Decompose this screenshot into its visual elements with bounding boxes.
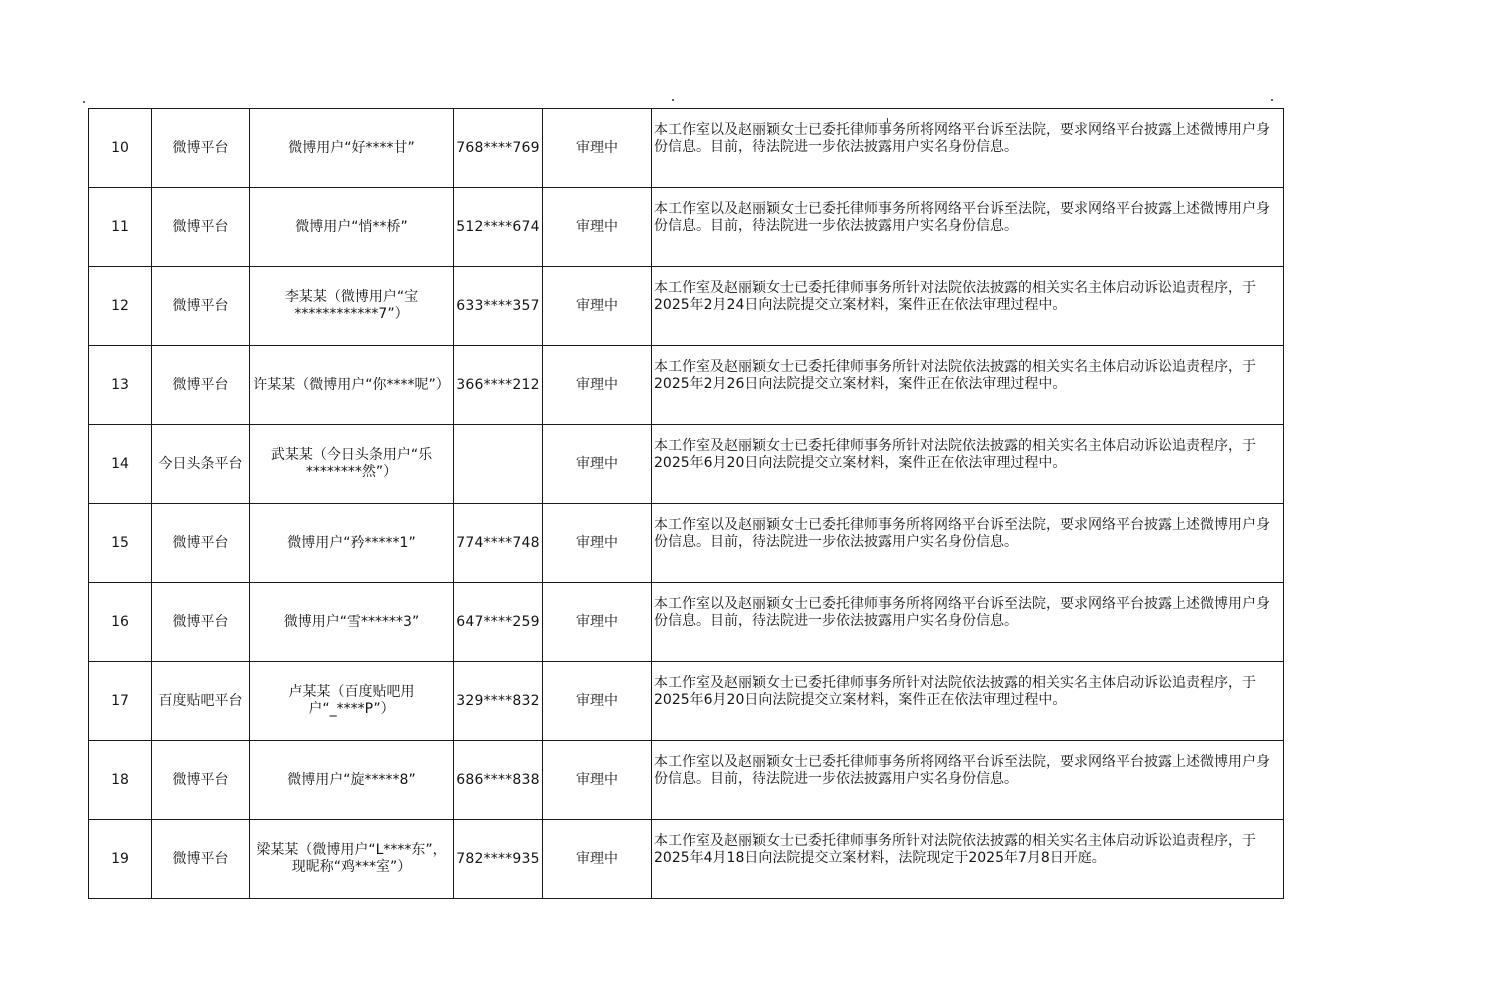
table-row bbox=[89, 109, 1284, 188]
account-cell: 微博用户“矜*****1” bbox=[250, 504, 454, 583]
table-body bbox=[89, 109, 1284, 899]
progress-note-text: 本工作室以及赵丽颖女士已委托律师事务所将网络平台诉至法院，要求网络平台披露上述微博用户身份信息。目前，待法院进一步依法披露用户实名身份信息。 bbox=[654, 122, 1270, 155]
platform-cell: 微博平台 bbox=[152, 583, 250, 662]
status-cell: 审理中 bbox=[543, 425, 652, 504]
progress-note-text: 本工作室及赵丽颖女士已委托律师事务所针对法院依法披露的相关实名主体启动诉讼追责程序，于2025年4月18日向法院提交立案材料，法院现定于2025年7月8日开庭。 bbox=[654, 833, 1256, 866]
scan-speck bbox=[1271, 99, 1273, 101]
account-cell: 微博用户“好****甘” bbox=[250, 109, 454, 188]
platform-cell: 微博平台 bbox=[152, 820, 250, 899]
progress-note-cell bbox=[652, 346, 1284, 425]
row-number: 13 bbox=[89, 346, 152, 425]
account-cell: 许某某（微博用户“你****呢”） bbox=[250, 346, 454, 425]
table-row bbox=[89, 820, 1284, 899]
progress-note-text: 本工作室以及赵丽颖女士已委托律师事务所将网络平台诉至法院，要求网络平台披露上述微博用户身份信息。目前，待法院进一步依法披露用户实名身份信息。 bbox=[654, 517, 1270, 550]
status-cell: 审理中 bbox=[543, 741, 652, 820]
progress-note-cell bbox=[652, 662, 1284, 741]
table-row bbox=[89, 425, 1284, 504]
account-cell: 李某某（微博用户“宝************7”） bbox=[250, 267, 454, 346]
progress-note-cell bbox=[652, 109, 1284, 188]
progress-note-text: 本工作室及赵丽颖女士已委托律师事务所针对法院依法披露的相关实名主体启动诉讼追责程序，于2025年6月20日向法院提交立案材料，案件正在依法审理过程中。 bbox=[654, 675, 1256, 708]
progress-note-cell bbox=[652, 741, 1284, 820]
status-cell: 审理中 bbox=[543, 820, 652, 899]
platform-cell: 微博平台 bbox=[152, 188, 250, 267]
table-row bbox=[89, 741, 1284, 820]
platform-cell: 百度贴吧平台 bbox=[152, 662, 250, 741]
row-number: 17 bbox=[89, 662, 152, 741]
progress-note-text: 本工作室及赵丽颖女士已委托律师事务所针对法院依法披露的相关实名主体启动诉讼追责程序，于2025年6月20日向法院提交立案材料，案件正在依法审理过程中。 bbox=[654, 438, 1256, 471]
progress-note-text: 本工作室以及赵丽颖女士已委托律师事务所将网络平台诉至法院，要求网络平台披露上述微博用户身份信息。目前，待法院进一步依法披露用户实名身份信息。 bbox=[654, 754, 1270, 787]
row-number: 10 bbox=[89, 109, 152, 188]
progress-note-text: 本工作室及赵丽颖女士已委托律师事务所针对法院依法披露的相关实名主体启动诉讼追责程序，于2025年2月24日向法院提交立案材料，案件正在依法审理过程中。 bbox=[654, 280, 1256, 313]
platform-cell: 微博平台 bbox=[152, 109, 250, 188]
row-number: 12 bbox=[89, 267, 152, 346]
account-cell: 梁某某（微博用户“L****东”，现昵称“鸡***室”） bbox=[250, 820, 454, 899]
progress-note-cell bbox=[652, 504, 1284, 583]
masked-id-cell: 512****674 bbox=[454, 188, 543, 267]
row-number: 18 bbox=[89, 741, 152, 820]
masked-id-cell bbox=[454, 425, 543, 504]
platform-cell: 微博平台 bbox=[152, 267, 250, 346]
account-cell: 武某某（今日头条用户“乐********然”） bbox=[250, 425, 454, 504]
scan-speck bbox=[672, 99, 674, 101]
table-row bbox=[89, 504, 1284, 583]
status-cell: 审理中 bbox=[543, 346, 652, 425]
masked-id-cell: 782****935 bbox=[454, 820, 543, 899]
status-cell: 审理中 bbox=[543, 504, 652, 583]
progress-note-cell bbox=[652, 820, 1284, 899]
account-cell: 卢某某（百度贴吧用户“_****P”） bbox=[250, 662, 454, 741]
progress-note-text: 本工作室以及赵丽颖女士已委托律师事务所将网络平台诉至法院，要求网络平台披露上述微博用户身份信息。目前，待法院进一步依法披露用户实名身份信息。 bbox=[654, 596, 1270, 629]
table-row bbox=[89, 188, 1284, 267]
masked-id-cell: 647****259 bbox=[454, 583, 543, 662]
progress-note-cell bbox=[652, 425, 1284, 504]
progress-note-text: 本工作室及赵丽颖女士已委托律师事务所针对法院依法披露的相关实名主体启动诉讼追责程序，于2025年2月26日向法院提交立案材料，案件正在依法审理过程中。 bbox=[654, 359, 1256, 392]
masked-id-cell: 329****832 bbox=[454, 662, 543, 741]
masked-id-cell: 686****838 bbox=[454, 741, 543, 820]
account-cell: 微博用户“旋*****8” bbox=[250, 741, 454, 820]
table-row bbox=[89, 346, 1284, 425]
progress-note-text: 本工作室以及赵丽颖女士已委托律师事务所将网络平台诉至法院，要求网络平台披露上述微博用户身份信息。目前，待法院进一步依法披露用户实名身份信息。 bbox=[654, 201, 1270, 234]
row-number: 15 bbox=[89, 504, 152, 583]
scan-speck bbox=[83, 101, 85, 103]
status-cell: 审理中 bbox=[543, 109, 652, 188]
status-cell: 审理中 bbox=[543, 188, 652, 267]
masked-id-cell: 633****357 bbox=[454, 267, 543, 346]
table-row bbox=[89, 662, 1284, 741]
account-cell: 微博用户“悄**桥” bbox=[250, 188, 454, 267]
platform-cell: 微博平台 bbox=[152, 741, 250, 820]
platform-cell: 微博平台 bbox=[152, 346, 250, 425]
table-row bbox=[89, 583, 1284, 662]
masked-id-cell: 768****769 bbox=[454, 109, 543, 188]
progress-note-cell bbox=[652, 583, 1284, 662]
row-number: 16 bbox=[89, 583, 152, 662]
platform-cell: 今日头条平台 bbox=[152, 425, 250, 504]
row-number: 14 bbox=[89, 425, 152, 504]
status-cell: 审理中 bbox=[543, 267, 652, 346]
row-number: 11 bbox=[89, 188, 152, 267]
table-row bbox=[89, 267, 1284, 346]
masked-id-cell: 774****748 bbox=[454, 504, 543, 583]
progress-note-cell bbox=[652, 267, 1284, 346]
platform-cell: 微博平台 bbox=[152, 504, 250, 583]
masked-id-cell: 366****212 bbox=[454, 346, 543, 425]
status-cell: 审理中 bbox=[543, 583, 652, 662]
status-cell: 审理中 bbox=[543, 662, 652, 741]
account-cell: 微博用户“雪******3” bbox=[250, 583, 454, 662]
case-record-table bbox=[88, 108, 1284, 899]
progress-note-cell bbox=[652, 188, 1284, 267]
row-number: 19 bbox=[89, 820, 152, 899]
